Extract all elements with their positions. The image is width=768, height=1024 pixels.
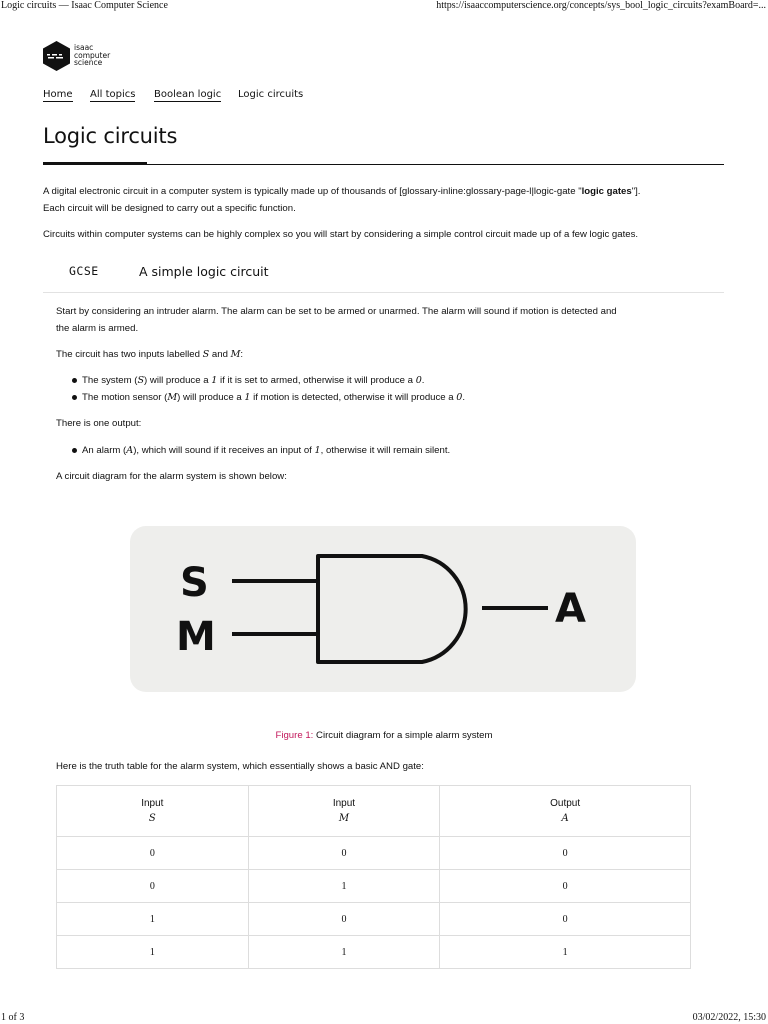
intro-paragraph-1: A digital electronic circuit in a computer system is typically made up of thousands of [glossary-inline:glossary-page-l|logic-gate "logic gates"]. Each circuit will be designed to carry out a specific function. <box>43 186 641 214</box>
table-header-s: Input S <box>57 786 249 837</box>
outputs-list <box>70 442 730 459</box>
hexagon-logo-icon <box>43 41 70 71</box>
isaac-logo[interactable] <box>43 41 133 71</box>
figure-number: Figure 1: <box>275 730 314 741</box>
list-item: The motion sensor (M) will produce a 1 if motion is detected, otherwise it will produce a 0. <box>70 389 730 406</box>
figure-caption: Figure 1: Circuit diagram for a simple alarm system <box>275 730 493 741</box>
concept-section-title: A simple logic circuit <box>139 264 269 279</box>
page-count: 1 of 3 <box>1 1012 25 1023</box>
diagram-intro: A circuit diagram for the alarm system is shown below: <box>56 471 287 482</box>
table-row: 0 1 0 <box>57 870 691 903</box>
concept-paragraph-1: Start by considering an intruder alarm. The alarm can be set to be armed or unarmed. The alarm will sound if motion is detected and the alarm is armed. <box>56 306 617 334</box>
truth-table-intro: Here is the truth table for the alarm system, which essentially shows a basic AND gate: <box>56 761 424 772</box>
logo-wordmark: isaac computer science <box>74 43 111 67</box>
truth-table <box>56 785 691 969</box>
page-title: Logic circuits <box>43 124 178 148</box>
and-gate-diagram <box>130 526 636 692</box>
table-header-m: Input M <box>248 786 440 837</box>
list-item: The system (S) will produce a 1 if it is set to armed, otherwise it will produce a 0. <box>70 372 730 389</box>
concept-section-header[interactable] <box>43 258 724 293</box>
output-intro: There is one output: <box>56 418 142 429</box>
breadcrumb-current: Logic circuits <box>238 89 304 100</box>
intro-paragraph-2: Circuits within computer systems can be highly complex so you will start by considering a simple control circuit made up of a few logic gates. <box>43 229 639 240</box>
circuit-diagram <box>130 526 636 692</box>
label-a: A <box>555 586 586 632</box>
breadcrumb-boolean-logic-link[interactable]: Boolean logic <box>154 89 222 100</box>
print-footer <box>0 1012 768 1024</box>
print-page-title: Logic circuits — Isaac Computer Science <box>1 0 168 11</box>
label-m: M <box>176 614 216 660</box>
table-row: 0 0 0 <box>57 837 691 870</box>
breadcrumb-all-topics-link[interactable]: All topics <box>90 89 136 100</box>
print-header <box>0 0 768 14</box>
label-s: S <box>180 560 209 606</box>
table-row: 1 1 1 <box>57 936 691 969</box>
inputs-intro: The circuit has two inputs labelled S and M: <box>56 349 244 360</box>
table-header-a: Output A <box>440 786 691 837</box>
logic-gates-term: logic gates <box>581 186 632 197</box>
print-page-url: https://isaaccomputerscience.org/concepts/sys_bool_logic_circuits?examBoard=... <box>436 0 766 11</box>
breadcrumb-home-link[interactable]: Home <box>43 89 73 100</box>
inputs-list <box>70 372 730 406</box>
table-row: 1 0 0 <box>57 903 691 936</box>
print-datetime: 03/02/2022, 15:30 <box>692 1012 766 1023</box>
title-divider-accent <box>43 162 147 165</box>
level-tag: GCSE <box>69 264 99 278</box>
and-gate-shape <box>318 556 466 662</box>
list-item: An alarm (A), which will sound if it receives an input of 1, otherwise it will remain silent. <box>70 442 730 459</box>
